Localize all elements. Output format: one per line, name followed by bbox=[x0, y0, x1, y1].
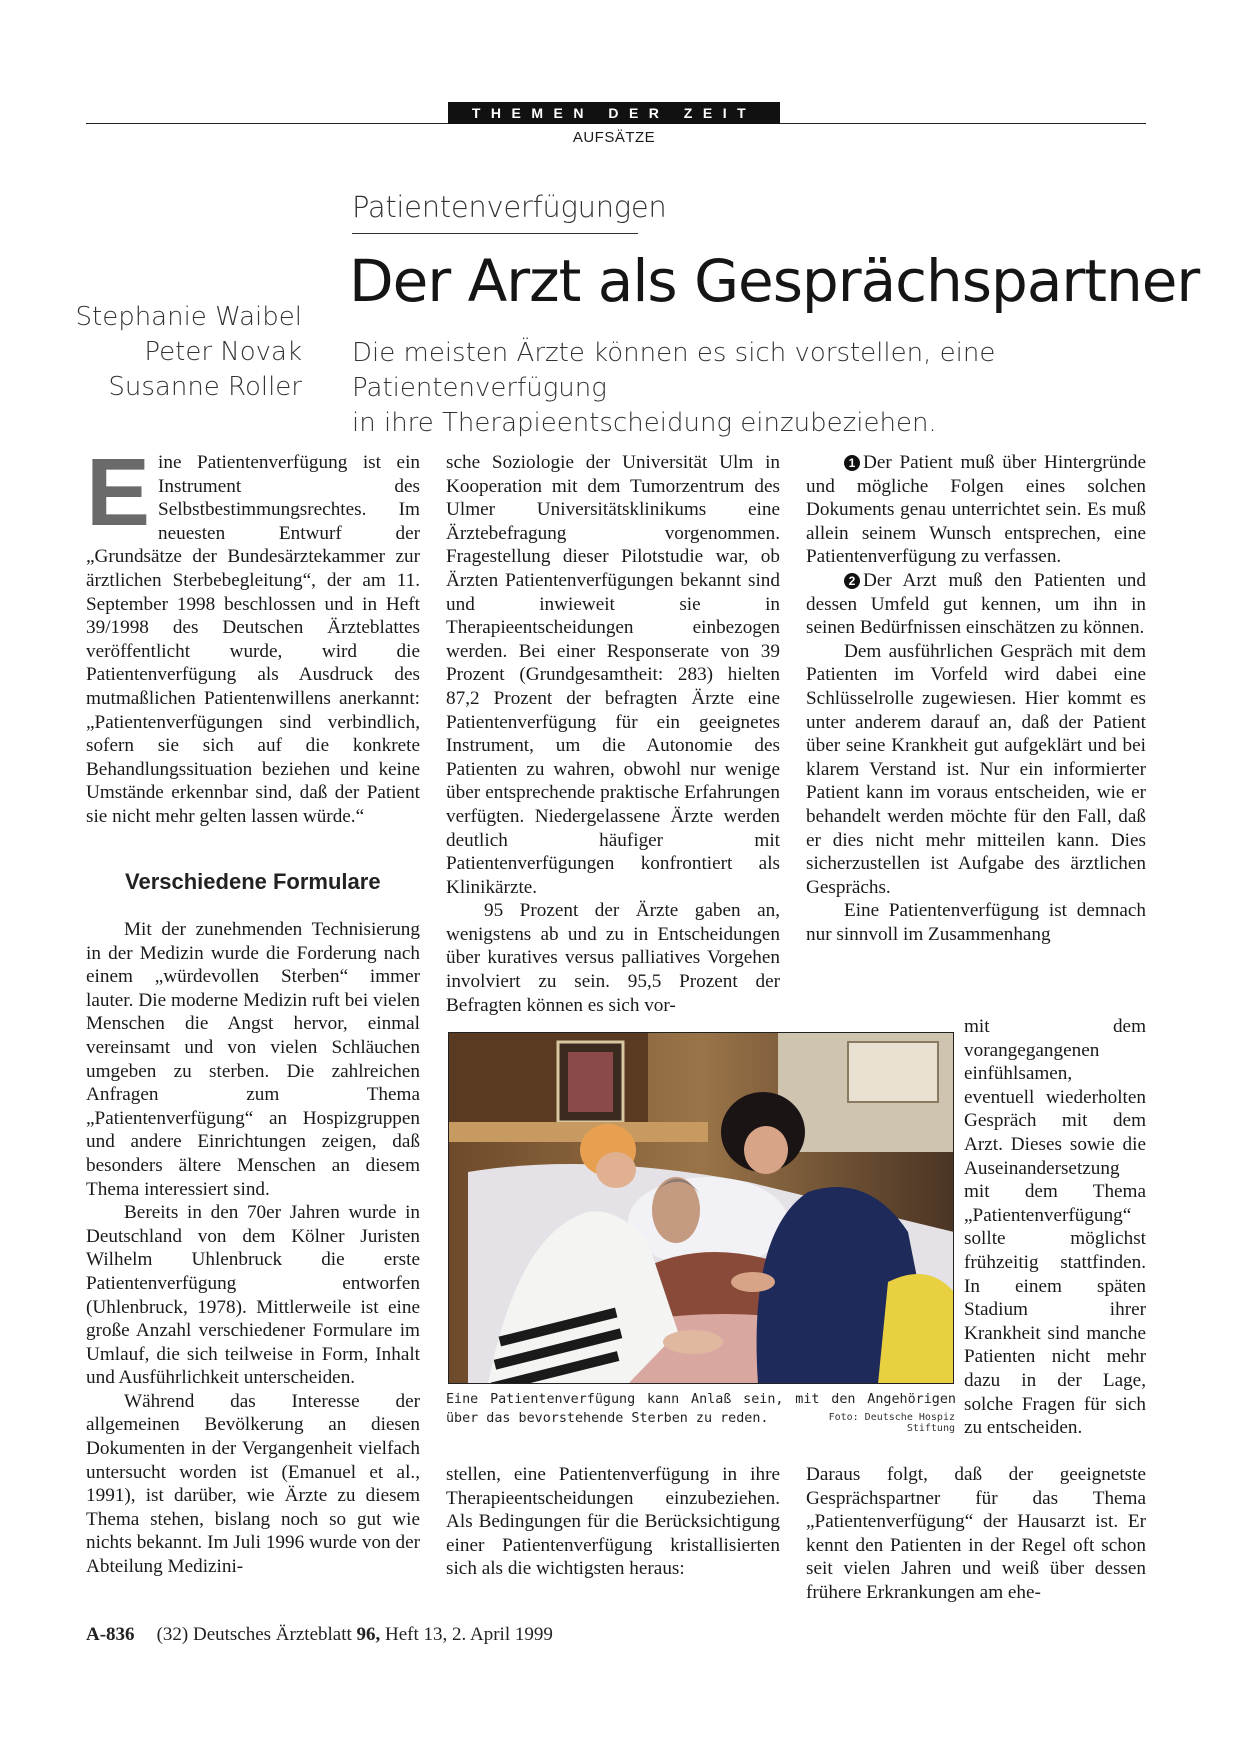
article-headline: Der Arzt als Gesprächspartner bbox=[349, 247, 1200, 315]
photo-credit: Foto: Deutsche Hospiz Stiftung bbox=[828, 1412, 955, 1434]
numbered-item: 1 Der Patient muß über Hintergründe und mögliche Folgen eines solchen Dokuments genau unterrichtet sein. Es muß allein seinem Wunsch entsprechen, eine Patientenverfügung zu verfassen. bbox=[806, 452, 1146, 568]
section-subheading: Verschiedene Formulare bbox=[125, 869, 381, 894]
numbered-item: 2 Der Arzt muß den Patienten und dessen Umfeld gut kennen, um ihn in seinen Bedürfnissen einschätzen zu können. bbox=[806, 569, 1146, 639]
paragraph: mit dem vorangegangenen einfühlsamen, eventuell wiederholten Gespräch mit dem Arzt. Dieses sowie die Auseinandersetzung mit dem Thema „Patientenverfügung“ sollte möglichst frühzeitig stattfinden. In einem späten Stadium ihrer Krankheit sind manche Patienten nicht mehr dazu in der Lage, solche Fragen für sich zu entscheiden. bbox=[964, 1016, 1146, 1439]
article-subtitle bbox=[352, 336, 1152, 441]
subtitle-line: Die meisten Ärzte können es sich vorstellen, eine Patientenverfügung bbox=[352, 338, 996, 403]
author-list bbox=[60, 300, 302, 405]
paragraph: Eine Patientenverfügung ist demnach nur sinnvoll im Zusammenhang bbox=[806, 900, 1146, 945]
article-kicker: Patientenverfügungen bbox=[352, 190, 667, 224]
page-footer bbox=[86, 1624, 553, 1646]
paragraph: Dem ausführlichen Gespräch mit dem Patienten im Vorfeld wird dabei eine Schlüsselrolle zugewiesen. Hier kommt es unter anderem darauf an, daß der Patient über seine Krankheit gut aufgeklärt und bei klarem Verstand ist. Nur ein informierter Patient kann im voraus entscheiden, wie er behandelt werden möchte für den Fall, daß er dies nicht mehr mitteilen kann. Dies sicherzustellen ist Aufgabe des ärztlichen Gesprächs. bbox=[806, 640, 1146, 898]
paragraph: Daraus folgt, daß der geeignetste Gesprächspartner für das Thema „Patientenverfügung“ der Hausarzt ist. Er kennt den Patienten in der Regel oft schon seit vielen Jahren und weiß über dessen frühere Erkrankungen am ehe- bbox=[806, 1464, 1146, 1603]
kicker-underline bbox=[352, 233, 638, 234]
volume-number: 96, bbox=[356, 1624, 381, 1645]
column-2-top bbox=[446, 451, 780, 1017]
subtitle-line: in ihre Therapieentscheidung einzubeziehen. bbox=[352, 408, 937, 438]
author-name: Susanne Roller bbox=[108, 372, 302, 402]
citation-prefix: (32) Deutsches Ärzteblatt bbox=[156, 1624, 357, 1645]
paragraph: Mit der zunehmenden Technisierung in der Medizin wurde die Forderung nach einem „würdevollen Sterben“ immer lauter. Die moderne Medizin ruft bei vielen Menschen die Angst hervor, einmal vereinsamt und von vielen Schläuchen umgeben zu sterben. Die zahlreichen Anfragen zum Thema „Patientenverfügung“ an Hospizgruppen und andere Einrichtungen zeigen, daß besonders ältere Menschen an diesem Thema interessiert sind. bbox=[86, 919, 420, 1200]
column-3-bottom bbox=[806, 1463, 1146, 1605]
photo-caption: Eine Patientenverfügung kann Anlaß sein, mit den Angehörigen über das bevorstehende Sterben zu reden. bbox=[446, 1392, 956, 1426]
paragraph: 95 Prozent der Ärzte gaben an, wenigstens ab und zu in Entscheidungen über kuratives versus palliatives Vorgehen involviert zu sein. 95,5 Prozent der Befragten können es sich vor- bbox=[446, 900, 780, 1016]
bullet-1-icon: 1 bbox=[844, 455, 860, 471]
paragraph: sche Soziologie der Universität Ulm in Kooperation mit dem Tumorzentrum des Ulmer Universitätsklinikums eine Ärztebefragung vorgenommen. Fragestellung dieser Pilotstudie war, ob Ärzten Patientenverfügungen bekannt sind und inwieweit sie in Therapieentscheidungen einbezogen werden. Bei einer Responserate von 39 Prozent (Grundgesamtheit: 283) hielten 87,2 Prozent der befragten Ärzte eine Patientenverfügung für ein geeignetes Instrument, um die Autonomie des Patienten zu wahren, obwohl nur wenige über entsprechende praktische Erfahrungen verfügten. Niedergelassene Ärzte werden deutlich häufiger mit Patientenverfügungen konfrontiert als Klinikärzte. bbox=[446, 452, 780, 898]
paragraph: Während das Interesse der allgemeinen Bevölkerung an diesen Dokumenten in der Vergangenheit vielfach untersucht worden ist (Emanuel et al., 1991), ist darüber, wie Ärzte zu diesem Thema stehen, bislang noch so gut wie nichts bekannt. Im Juli 1996 wurde von der Abteilung Medizini- bbox=[86, 1390, 420, 1578]
intro-paragraph: Eine Patientenverfügung ist ein Instrument des Selbstbestimmungsrechtes. Im neuesten Entwurf der „Grundsätze der Bundesärztekammer zur ärztlichen Sterbebegleitung“, der am 11. September 1998 beschlossen und in Heft 39/1998 des Deutschen Ärzteblattes veröffentlicht wurde, wird die Patientenverfügung als Ausdruck des mutmaßlichen Patientenwillens anerkannt: „Patientenverfügungen sind verbindlich, sofern sie sich auf die konkrete Behandlungssituation beziehen und keine Umstände erkennbar sind, daß der Patient sie nicht mehr gelten lassen würde.“ bbox=[86, 439, 420, 827]
section-label: THEMEN DER ZEIT bbox=[448, 102, 780, 124]
column-3-top bbox=[806, 451, 1146, 946]
column-3-narrow bbox=[964, 1015, 1146, 1440]
paragraph: stellen, eine Patientenverfügung in ihre Therapieentscheidungen einzubeziehen. Als Bedingungen für die Berücksichtigung einer Patientenverfügung kristallisierten sich als die wichtigsten heraus: bbox=[446, 1464, 780, 1580]
drop-cap: E bbox=[86, 439, 151, 546]
bullet-2-icon: 2 bbox=[844, 573, 860, 589]
author-name: Stephanie Waibel bbox=[75, 302, 302, 332]
page-number: A-836 bbox=[86, 1624, 135, 1645]
column-1-intro bbox=[86, 439, 420, 829]
citation-suffix: Heft 13, 2. April 1999 bbox=[380, 1624, 553, 1645]
column-2-bottom bbox=[446, 1463, 780, 1581]
subsection-label: AUFSÄTZE bbox=[572, 129, 656, 146]
column-1-body bbox=[86, 918, 420, 1579]
author-name: Peter Novak bbox=[144, 337, 302, 367]
paragraph: Bereits in den 70er Jahren wurde in Deutschland von dem Kölner Juristen Wilhelm Uhlenbruck die erste Patientenverfügung entworfen (Uhlenbruck, 1978). Mittlerweile ist eine große Anzahl verschiedener Formulare im Umlauf, die sich teilweise in Form, Inhalt und Ausführlichkeit unterscheiden. bbox=[86, 1202, 420, 1389]
article-photo bbox=[448, 1032, 954, 1384]
